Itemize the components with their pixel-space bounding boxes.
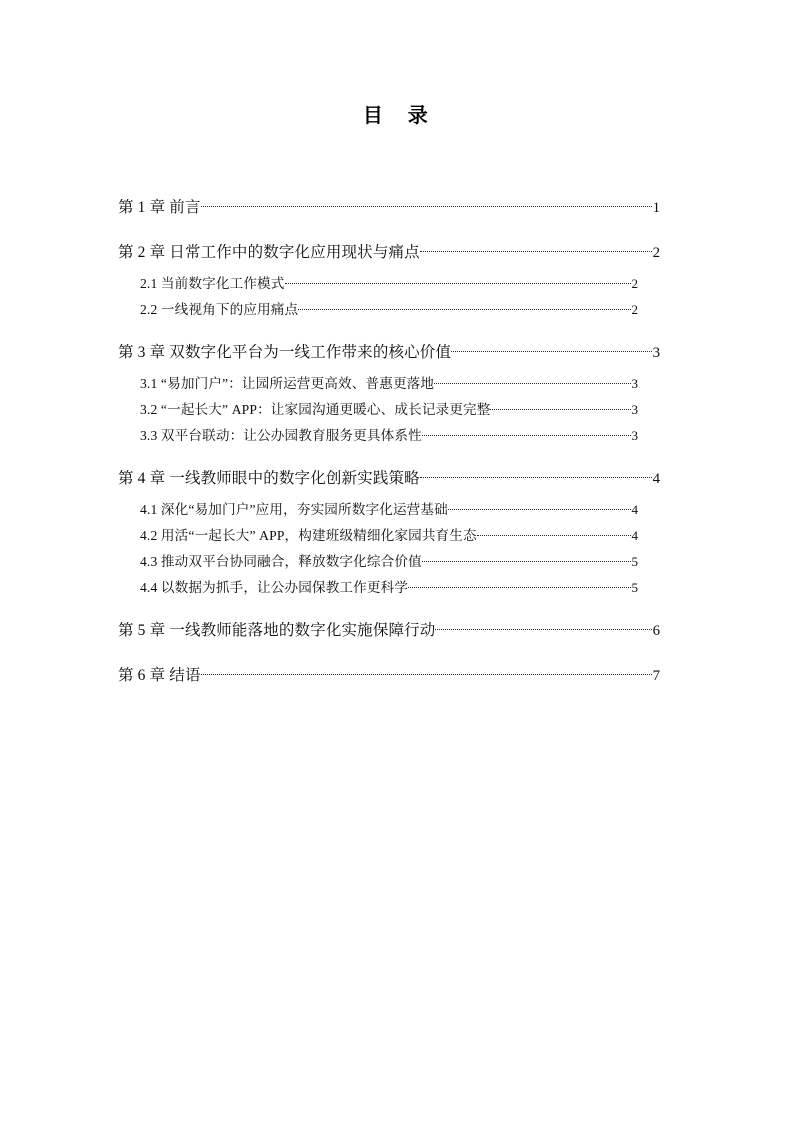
toc-entry-label: 第 3 章 双数字化平台为一线工作带来的核心价值 bbox=[118, 343, 452, 361]
toc-entry[interactable] bbox=[118, 572, 660, 598]
toc-entry-label: 第 6 章 结语 bbox=[118, 666, 201, 684]
toc-leader-dots bbox=[434, 374, 631, 388]
toc-entry-page-number: 2 bbox=[631, 301, 638, 317]
toc-entry-label: 4.1 深化“易加门户”应用，夯实园所数字化运营基础 bbox=[140, 501, 448, 517]
toc-entry-page-number: 4 bbox=[631, 501, 638, 517]
toc-entry-page-number: 5 bbox=[631, 553, 638, 569]
page-title: 目 录 bbox=[362, 105, 431, 127]
toc-entry-label: 4.4 以数据为抓手，让公办园保教工作更科学 bbox=[140, 579, 409, 595]
toc-entry-page-number: 3 bbox=[631, 401, 638, 417]
toc-leader-dots bbox=[285, 274, 631, 288]
toc-entry-page-number: 2 bbox=[652, 244, 660, 261]
toc-entry-label: 4.3 推动双平台协同融合，释放数字化综合价值 bbox=[140, 553, 422, 569]
table-of-contents bbox=[118, 186, 660, 688]
toc-leader-dots bbox=[201, 664, 652, 680]
toc-entry-label: 第 2 章 日常工作中的数字化应用现状与痛点 bbox=[118, 243, 420, 261]
toc-entry-page-number: 6 bbox=[652, 622, 660, 639]
toc-entry-page-number: 7 bbox=[652, 667, 660, 684]
toc-entry-label: 3.1 “易加门户”：让园所运营更高效、普惠更落地 bbox=[140, 375, 435, 391]
toc-entry[interactable] bbox=[118, 546, 660, 572]
toc-entry[interactable] bbox=[118, 609, 660, 643]
toc-leader-dots bbox=[435, 619, 652, 635]
toc-leader-dots bbox=[298, 300, 631, 314]
toc-entry-label: 第 5 章 一线教师能落地的数字化实施保障行动 bbox=[118, 621, 436, 639]
toc-entry-label: 3.3 双平台联动：让公办园教育服务更具体系性 bbox=[140, 427, 422, 443]
toc-entry[interactable] bbox=[118, 368, 660, 394]
toc-entry[interactable] bbox=[118, 231, 660, 265]
toc-entry-page-number: 1 bbox=[652, 199, 660, 216]
toc-leader-dots bbox=[420, 241, 652, 257]
toc-entry-page-number: 5 bbox=[631, 579, 638, 595]
toc-entry-label: 3.2 “一起长大” APP：让家园沟通更暖心、成长记录更完整 bbox=[140, 401, 491, 417]
toc-leader-dots bbox=[422, 552, 631, 566]
toc-entry[interactable] bbox=[118, 331, 660, 365]
toc-leader-dots bbox=[408, 578, 631, 592]
toc-leader-dots bbox=[201, 196, 652, 212]
toc-entry-page-number: 3 bbox=[652, 344, 660, 361]
toc-entry[interactable] bbox=[118, 654, 660, 688]
toc-leader-dots bbox=[422, 426, 631, 440]
toc-leader-dots bbox=[451, 341, 652, 357]
toc-entry-label: 第 4 章 一线教师眼中的数字化创新实践策略 bbox=[118, 469, 420, 487]
toc-leader-dots bbox=[477, 526, 631, 540]
toc-entry[interactable] bbox=[118, 494, 660, 520]
toc-entry-label: 2.2 一线视角下的应用痛点 bbox=[140, 301, 299, 317]
toc-entry[interactable] bbox=[118, 420, 660, 446]
toc-entry[interactable] bbox=[118, 457, 660, 491]
toc-entry-page-number: 3 bbox=[631, 427, 638, 443]
toc-entry[interactable] bbox=[118, 186, 660, 220]
toc-leader-dots bbox=[448, 500, 631, 514]
toc-leader-dots bbox=[490, 400, 630, 414]
toc-entry[interactable] bbox=[118, 294, 660, 320]
toc-entry-page-number: 3 bbox=[631, 375, 638, 391]
toc-entry[interactable] bbox=[118, 520, 660, 546]
toc-leader-dots bbox=[420, 467, 652, 483]
toc-entry[interactable] bbox=[118, 268, 660, 294]
toc-entry-label: 第 1 章 前言 bbox=[118, 198, 201, 216]
toc-entry-label: 4.2 用活“一起长大” APP，构建班级精细化家园共育生态 bbox=[140, 527, 477, 543]
toc-entry-page-number: 4 bbox=[631, 527, 638, 543]
toc-entry-page-number: 4 bbox=[652, 470, 660, 487]
toc-entry[interactable] bbox=[118, 394, 660, 420]
toc-entry-page-number: 2 bbox=[631, 275, 638, 291]
toc-entry-label: 2.1 当前数字化工作模式 bbox=[140, 275, 285, 291]
